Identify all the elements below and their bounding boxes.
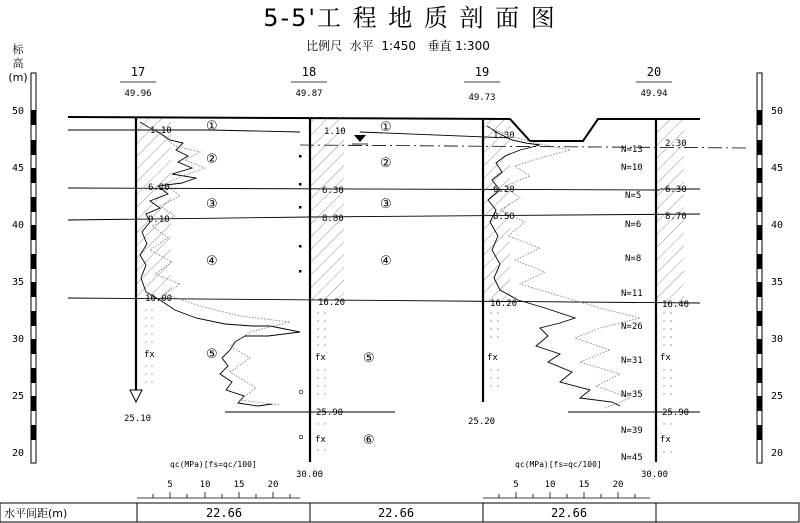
svg-text:N=13: N=13	[621, 145, 643, 155]
svg-text:16.40: 16.40	[662, 300, 690, 310]
borehole-18	[291, 65, 346, 480]
water-level-icon	[354, 135, 366, 142]
svg-text:15: 15	[233, 480, 245, 490]
svg-text:50: 50	[771, 106, 784, 117]
svg-text:25.90: 25.90	[662, 408, 690, 418]
cpt-axis-right	[483, 460, 650, 498]
svg-text:30.00: 30.00	[641, 470, 669, 480]
svg-text:40: 40	[12, 220, 25, 231]
svg-text:16.20: 16.20	[490, 299, 518, 309]
svg-text:N=11: N=11	[621, 289, 643, 299]
svg-text:1.10: 1.10	[324, 127, 346, 137]
layer-label: ①	[206, 119, 218, 134]
borehole-id: 19	[474, 65, 490, 79]
svg-text:45: 45	[12, 163, 25, 174]
layer-label: ②	[206, 152, 218, 167]
svg-text:N=10: N=10	[621, 163, 643, 173]
svg-text:fx: fx	[660, 353, 671, 363]
borehole-elevation: 49.73	[468, 93, 496, 103]
svg-text:45: 45	[771, 163, 784, 174]
svg-text:高: 高	[12, 57, 24, 70]
svg-text:16.20: 16.20	[318, 298, 346, 308]
svg-text:25.10: 25.10	[124, 414, 152, 424]
svg-text:25.90: 25.90	[316, 408, 344, 418]
svg-text:16.00: 16.00	[145, 294, 173, 304]
svg-text:5: 5	[167, 480, 173, 490]
svg-text:5: 5	[513, 480, 519, 490]
svg-text:N=6: N=6	[625, 220, 642, 230]
svg-text:35: 35	[12, 277, 25, 288]
svg-text:20: 20	[771, 448, 784, 459]
cpt-axis-left	[137, 460, 300, 498]
layer-label: ⑥	[363, 433, 375, 448]
spt-values	[621, 145, 643, 463]
layer-label: ②	[380, 156, 392, 171]
borehole-end-marker	[130, 390, 142, 402]
svg-text:fx: fx	[660, 435, 671, 445]
borehole-elevation: 49.87	[295, 89, 323, 99]
svg-text:20: 20	[12, 448, 25, 459]
stratum-labels	[206, 119, 392, 448]
svg-text:N=39: N=39	[621, 426, 643, 436]
svg-text:1.30: 1.30	[493, 131, 515, 141]
svg-text:30: 30	[771, 334, 784, 345]
elevation-axis-label	[8, 42, 27, 84]
svg-text:35: 35	[771, 277, 784, 288]
svg-text:6.30: 6.30	[322, 186, 344, 196]
layer-label: ⑤	[206, 347, 218, 362]
svg-text:fx: fx	[144, 350, 155, 360]
borehole-20	[636, 65, 689, 480]
svg-text:qc(MPa)[fs=qc/100]: qc(MPa)[fs=qc/100]	[170, 460, 257, 469]
svg-text:6.30: 6.30	[665, 185, 687, 195]
horizontal-distance-label: 水平间距(m)	[4, 507, 68, 520]
borehole-id: 20	[646, 65, 662, 79]
svg-text:8.80: 8.80	[322, 214, 344, 224]
layer-label: ③	[206, 197, 218, 212]
svg-text:10: 10	[544, 480, 556, 490]
svg-text:(m): (m)	[8, 71, 28, 84]
svg-text:40: 40	[771, 220, 784, 231]
right-elevation-scale	[757, 73, 762, 463]
svg-text:8.70: 8.70	[665, 212, 687, 222]
horizontal-distance-row	[0, 503, 799, 522]
svg-text:25: 25	[12, 391, 25, 402]
svg-text:30: 30	[12, 334, 25, 345]
svg-text:标: 标	[12, 43, 24, 56]
svg-text:25.20: 25.20	[468, 417, 496, 427]
svg-text:30.00: 30.00	[296, 470, 324, 480]
svg-text:N=26: N=26	[621, 322, 643, 332]
svg-text:6.20: 6.20	[493, 185, 515, 195]
borehole-id: 17	[130, 65, 146, 79]
svg-text:fx: fx	[487, 353, 498, 363]
svg-text:qc(MPa)[fs=qc/100]: qc(MPa)[fs=qc/100]	[515, 460, 602, 469]
layer-label: ⑤	[363, 351, 375, 366]
svg-text:6.20: 6.20	[148, 183, 170, 193]
svg-text:1.10: 1.10	[150, 126, 172, 136]
svg-text:15: 15	[578, 480, 590, 490]
svg-text:N=5: N=5	[625, 191, 642, 201]
layer-label: ①	[380, 120, 392, 135]
layer-label: ④	[206, 254, 218, 269]
svg-text:25: 25	[771, 391, 784, 402]
borehole-elevation: 49.94	[640, 89, 668, 99]
scale-text: 比例尺 水平 1:450 垂直 1:300	[306, 39, 490, 53]
svg-text:N=31: N=31	[621, 356, 643, 366]
drawing-title: 5-5'工 程 地 质 剖 面 图	[263, 4, 557, 32]
layer-label: ③	[380, 197, 392, 212]
borehole-elevation: 49.96	[124, 89, 152, 99]
svg-text:N=35: N=35	[621, 390, 643, 400]
layer-label: ④	[380, 254, 392, 269]
svg-text:N=45: N=45	[621, 453, 643, 463]
svg-text:fx: fx	[315, 353, 326, 363]
right-elevation-ticks	[771, 106, 783, 459]
svg-text:22.66: 22.66	[377, 506, 415, 520]
svg-text:22.66: 22.66	[550, 506, 588, 520]
svg-text:50: 50	[12, 106, 25, 117]
svg-text:9.10: 9.10	[148, 215, 170, 225]
borehole-id: 18	[301, 65, 317, 79]
svg-text:N=8: N=8	[625, 254, 642, 264]
svg-text:20: 20	[612, 480, 624, 490]
svg-text:20: 20	[267, 480, 279, 490]
borehole-17	[120, 65, 172, 424]
svg-text:2.30: 2.30	[665, 139, 687, 149]
svg-text:8.50: 8.50	[493, 212, 515, 222]
svg-text:fx: fx	[315, 435, 326, 445]
left-elevation-scale	[31, 73, 36, 463]
svg-text:22.66: 22.66	[205, 506, 243, 520]
svg-text:10: 10	[199, 480, 211, 490]
left-elevation-ticks	[12, 106, 24, 459]
